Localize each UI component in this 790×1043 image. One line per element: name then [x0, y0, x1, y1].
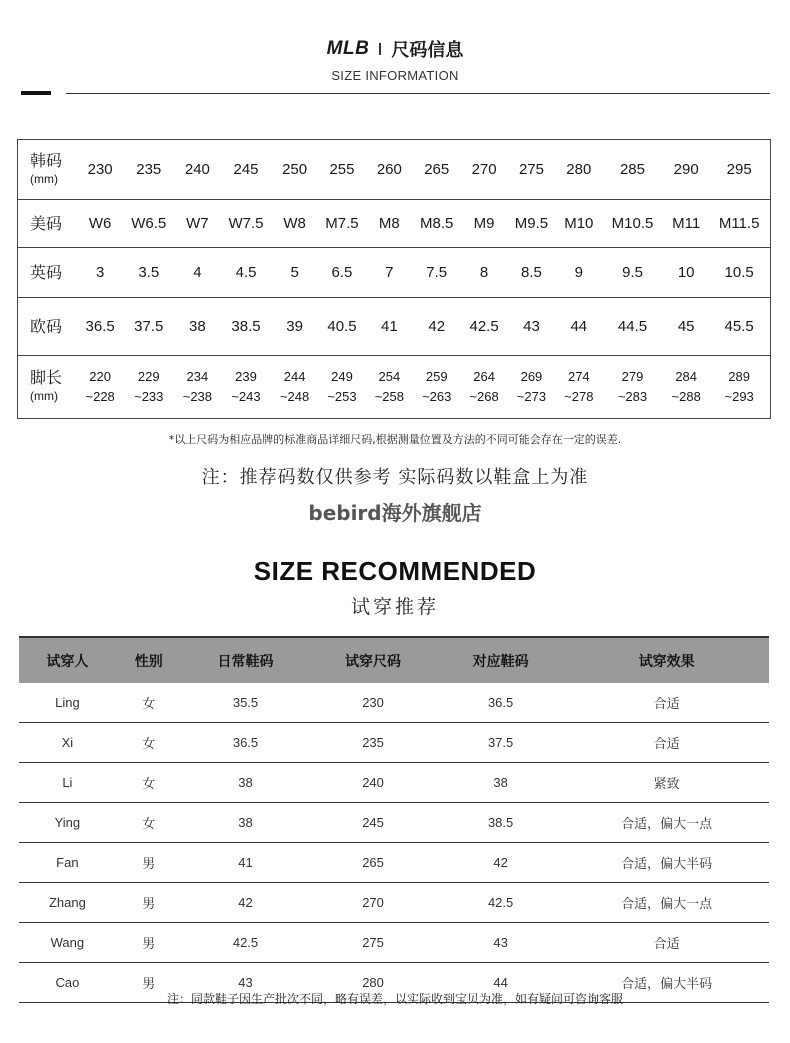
size-cell: [317, 356, 367, 419]
size-cell: 7.5: [426, 264, 448, 281]
size-cell-line: 234: [186, 369, 209, 384]
size-cell: 45.5: [724, 318, 754, 335]
store-watermark: bebird海外旗舰店: [308, 501, 482, 525]
size-cell: M7.5: [325, 215, 359, 232]
recommend-cell: 275: [309, 923, 437, 963]
size-cell: 8.5: [521, 264, 542, 281]
page-subtitle: SIZE INFORMATION: [331, 68, 459, 83]
size-cell: 230: [87, 161, 113, 178]
recommend-cell: 合适，偏大一点: [564, 883, 769, 923]
size-cell: 3.5: [138, 264, 160, 281]
size-cell: 4.5: [235, 264, 257, 281]
size-cell-line: 254: [378, 369, 401, 384]
recommend-cell: Wang: [19, 923, 116, 963]
size-cell: 38.5: [231, 318, 261, 335]
size-cell-line: ~278: [564, 389, 594, 404]
size-cell: [557, 356, 601, 419]
size-cell: [412, 356, 462, 419]
recommend-cell: 38: [437, 763, 565, 803]
recommend-column-header: 试穿效果: [564, 637, 769, 683]
size-cell: 41: [381, 318, 398, 335]
size-cell: 270: [471, 161, 497, 178]
recommend-cell: Xi: [19, 723, 116, 763]
recommend-cell: Fan: [19, 843, 116, 883]
recommend-row: [19, 803, 769, 843]
recommend-cell: 37.5: [437, 723, 565, 763]
recommend-cell: 35.5: [182, 683, 310, 723]
size-cell: 38: [189, 318, 206, 335]
size-cell: W6: [88, 215, 112, 232]
size-cell: [506, 356, 556, 419]
size-cell: 9.5: [622, 264, 643, 281]
recommend-row: [19, 683, 769, 723]
recommend-cell: 265: [309, 843, 437, 883]
recommend-cell: 43: [182, 963, 310, 1003]
size-cell: 260: [376, 161, 402, 178]
recommend-cell: Cao: [19, 963, 116, 1003]
size-cell: 39: [286, 318, 303, 335]
size-cell: 44.5: [617, 318, 648, 335]
size-chart-table: [17, 139, 771, 419]
recommend-cell: 235: [309, 723, 437, 763]
size-cell: 37.5: [134, 318, 164, 335]
size-cell-line: ~238: [182, 389, 213, 404]
recommend-cell: 230: [309, 683, 437, 723]
size-cell: 255: [329, 161, 355, 178]
brand-separator: [379, 43, 381, 55]
recommend-row: [19, 883, 769, 923]
size-row-label: [18, 298, 79, 356]
size-cell-line: 220: [89, 369, 111, 384]
size-cell: 44: [570, 318, 588, 335]
recommend-cell: 42: [182, 883, 310, 923]
size-cell-line: ~228: [85, 389, 115, 404]
recommend-cell: 38.5: [437, 803, 565, 843]
size-cell-line: ~263: [422, 389, 452, 404]
size-row: [18, 356, 771, 419]
size-cell: M11: [672, 215, 701, 232]
size-cell-line: 249: [331, 369, 353, 384]
size-cell: 10.5: [724, 264, 754, 281]
size-cell-line: 229: [137, 369, 160, 384]
size-cell-line: 239: [235, 369, 257, 384]
size-cell: M8: [378, 215, 400, 232]
size-cell: [175, 356, 219, 419]
recommend-cell: 男: [116, 963, 182, 1003]
size-cell: W8: [283, 215, 306, 232]
size-cell: 265: [424, 161, 450, 178]
size-cell: 36.5: [85, 318, 115, 335]
recommend-cell: 女: [116, 763, 182, 803]
size-cell: M9: [473, 215, 495, 232]
size-cell-line: ~273: [516, 389, 547, 404]
size-cell: 4: [193, 264, 202, 281]
recommend-cell: 女: [116, 803, 182, 843]
header-accent-rule: [21, 91, 51, 95]
header-divider: [66, 93, 770, 94]
size-cell: 280: [566, 161, 592, 178]
size-cell-line: ~243: [231, 389, 261, 404]
size-cell: [708, 356, 770, 419]
recommend-cell: 36.5: [182, 723, 310, 763]
recommend-cell: 42.5: [182, 923, 310, 963]
recommend-cell: 合适: [564, 723, 769, 763]
size-cell-line: 259: [425, 369, 448, 384]
size-row: [18, 140, 771, 200]
recommend-column-header: 试穿人: [19, 637, 116, 683]
size-cell: [220, 356, 273, 419]
size-row: [18, 298, 771, 356]
recommend-row: [19, 923, 769, 963]
size-row-unit: (mm): [30, 171, 58, 186]
size-row-label: [18, 356, 79, 419]
size-cell-line: 244: [283, 369, 306, 384]
size-cell: 42.5: [469, 318, 499, 335]
recommend-subtitle: 试穿推荐: [350, 596, 439, 618]
size-cell: M9.5: [514, 215, 549, 232]
recommend-cell: 男: [116, 923, 182, 963]
recommend-cell: 270: [309, 883, 437, 923]
size-row-label-text: 英码: [30, 262, 63, 282]
size-note: 注：推荐码数仅供参考 实际码数以鞋盒上为准: [201, 467, 589, 488]
size-cell: 10: [677, 264, 695, 281]
recommend-cell: 合适: [564, 923, 769, 963]
size-cell: 40.5: [327, 318, 357, 335]
size-row-label: [18, 140, 79, 200]
size-row-label-text: 欧码: [30, 316, 63, 336]
recommend-cell: 36.5: [437, 683, 565, 723]
size-cell: [664, 356, 708, 419]
recommend-header-row: [19, 637, 769, 683]
recommend-cell: 女: [116, 723, 182, 763]
size-cell: 245: [233, 161, 259, 178]
size-cell: [367, 356, 411, 419]
recommend-cell: 合适，偏大半码: [564, 843, 769, 883]
recommend-cell: Ling: [19, 683, 116, 723]
size-cell-line: ~293: [724, 389, 754, 404]
recommend-cell: 合适: [564, 683, 769, 723]
recommend-row: [19, 723, 769, 763]
recommend-cell: 280: [309, 963, 437, 1003]
size-cell-line: ~248: [279, 389, 310, 404]
footnote: 注：同款鞋子因生产批次不同，略有误差，以实际收到宝贝为准，如有疑问可咨询客服: [166, 992, 623, 1006]
size-cell: W7: [186, 215, 209, 232]
size-cell: M10: [564, 215, 594, 232]
size-row-label-text: 韩码: [30, 150, 63, 170]
size-cell: [122, 356, 175, 419]
recommend-title: SIZE RECOMMENDED: [253, 556, 537, 586]
recommend-cell: 38: [182, 803, 310, 843]
size-cell: W7.5: [228, 215, 264, 232]
size-cell-line: 274: [567, 369, 590, 384]
size-cell-line: ~253: [327, 389, 357, 404]
recommend-cell: 38: [182, 763, 310, 803]
size-cell: [601, 356, 664, 419]
recommend-row: [19, 843, 769, 883]
size-cell: W6.5: [131, 215, 167, 232]
size-cell: 5: [290, 264, 299, 281]
recommend-cell: 240: [309, 763, 437, 803]
recommend-row: [19, 763, 769, 803]
recommend-cell: 男: [116, 843, 182, 883]
size-cell-line: ~288: [671, 389, 701, 404]
size-cell: M10.5: [611, 215, 654, 232]
size-cell-line: 264: [473, 369, 495, 384]
size-cell-line: ~258: [374, 389, 404, 404]
size-row-label: [18, 248, 79, 298]
size-cell: [272, 356, 316, 419]
recommend-cell: 42: [437, 843, 565, 883]
size-cell: [78, 356, 122, 419]
recommend-cell: Zhang: [19, 883, 116, 923]
size-cell: [462, 356, 506, 419]
size-cell-line: ~268: [469, 389, 499, 404]
recommend-cell: 245: [309, 803, 437, 843]
size-row-label-text: 美码: [30, 213, 63, 233]
size-cell: 235: [136, 161, 162, 178]
size-cell: 42: [428, 318, 446, 335]
size-cell: 7: [385, 264, 394, 281]
size-row-unit: (mm): [30, 389, 58, 403]
size-disclaimer: *以上尺码为相应品牌的标准商品详细尺码,根据测量位置及方法的不同可能会存在一定的误差.: [168, 433, 622, 446]
brand-logo: MLB: [326, 38, 370, 59]
size-row-label: [18, 200, 79, 248]
page-header: [0, 36, 790, 83]
recommend-column-header: 对应鞋码: [437, 637, 565, 683]
size-cell: 45: [677, 318, 695, 335]
recommend-cell: 紧致: [564, 763, 769, 803]
recommend-cell: 男: [116, 883, 182, 923]
recommend-cell: 41: [182, 843, 310, 883]
size-cell-line: ~233: [134, 389, 164, 404]
recommend-cell: 44: [437, 963, 565, 1003]
size-cell: M11.5: [718, 215, 760, 232]
recommend-cell: 女: [116, 683, 182, 723]
recommend-cell: Li: [19, 763, 116, 803]
size-cell-line: 284: [675, 369, 698, 384]
page-title: 尺码信息: [391, 40, 464, 61]
size-cell-line: 269: [520, 369, 543, 384]
size-cell: 240: [184, 161, 210, 178]
size-cell-line: 289: [728, 369, 750, 384]
size-cell: 285: [619, 161, 645, 178]
recommend-cell: 43: [437, 923, 565, 963]
size-cell-line: ~283: [617, 389, 648, 404]
size-cell: 9: [574, 264, 583, 281]
size-cell: 250: [282, 161, 308, 178]
recommend-cell: Ying: [19, 803, 116, 843]
size-cell: 6.5: [331, 264, 353, 281]
size-cell: M8.5: [420, 215, 454, 232]
size-cell: 290: [673, 161, 699, 178]
brand-line: [0, 36, 790, 62]
size-row: [18, 248, 771, 298]
size-cell: 275: [518, 161, 544, 178]
recommend-column-header: 日常鞋码: [182, 637, 310, 683]
size-row-label-text: 脚长: [30, 368, 63, 387]
size-row: [18, 200, 771, 248]
size-cell: 295: [726, 161, 752, 178]
recommend-column-header: 试穿尺码: [309, 637, 437, 683]
size-cell: 3: [95, 264, 105, 281]
recommend-table: [19, 636, 769, 1003]
size-cell: 8: [479, 264, 489, 281]
size-cell-line: 279: [621, 369, 644, 384]
recommend-cell: 42.5: [437, 883, 565, 923]
recommend-column-header: 性别: [116, 637, 182, 683]
size-cell: 43: [523, 318, 540, 335]
recommend-cell: 合适，偏大一点: [564, 803, 769, 843]
recommend-cell: 合适，偏大半码: [564, 963, 769, 1003]
